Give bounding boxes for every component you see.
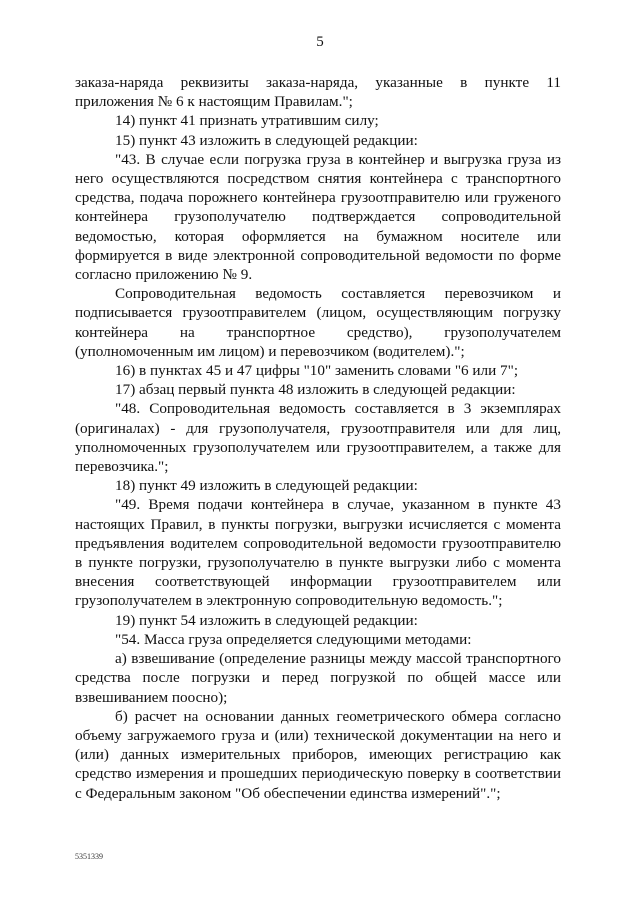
paragraph-clause-54-b: б) расчет на основании данных геометрического обмера согласно объему загружаемого груза и (или) технической документации на него и (или) данных измерительных приборов, имеющих регистрацию как средство измерения и прошедших периодическую поверку в соответствии с Федеральным законом "Об обеспечении единства измерений"."; [75,707,561,802]
page-number: 5 [316,34,324,50]
paragraph-clause-49: "49. Время подачи контейнера в случае, указанном в пункте 43 настоящих Правил, в пункты погрузки, выгрузки исчисляется с момента предъявления водителем сопроводительной ведомости грузоотправителю в пункте погрузки, грузополучателю в пункте выгрузки либо с момента внесения соответствующей информации грузоотправителем или грузополучателем в электронную сопроводительную ведомость."; [75,496,561,610]
paragraph-item-14: 14) пункт 41 признать утратившим силу; [115,112,379,130]
paragraph-clause-48: "48. Сопроводительная ведомость составляется в 3 экземплярах (оригиналах) - для грузополучателя, грузоотправителя или для лиц, уполномоченных грузополучателем или грузоотправителем, а также для перевозчика."; [75,400,561,476]
paragraph-item-19: 19) пункт 54 изложить в следующей редакции: [115,611,418,629]
paragraph-continuation: заказа-наряда реквизиты заказа-наряда, указанные в пункте 11 приложения № 6 к настоящим Правилам."; [75,74,561,111]
paragraph-item-18: 18) пункт 49 изложить в следующей редакции: [115,477,418,495]
paragraph-item-15: 15) пункт 43 изложить в следующей редакции: [115,131,418,149]
paragraph-clause-43-continued: Сопроводительная ведомость составляется перевозчиком и подписывается грузоотправителем (лицом, осуществляющим погрузку контейнера на транспортное средство), грузополучателем (уполномоченным им лицом) и перевозчиком (водителем)."; [75,285,561,360]
paragraph-clause-43: "43. В случае если погрузка груза в контейнер и выгрузка груза из него осуществляются посредством снятия контейнера с транспортного средства, подача порожнего контейнера грузоотправителю или груженого контейнера грузополучателю подтверждается сопроводительной ведомостью, которая оформляется на бумажном носителе или формируется в виде электронной сопроводительной ведомости по форме согласно приложению № 9. [75,150,561,284]
document-body [75,73,561,803]
footer-document-code: 5351339 [75,852,103,861]
paragraph-clause-54-a: а) взвешивание (определение разницы между массой транспортного средства после погрузки и перед погрузкой по общей массе или взвешиванием поосно); [75,650,561,706]
paragraph-item-17: 17) абзац первый пункта 48 изложить в следующей редакции: [115,381,516,399]
paragraph-item-16: 16) в пунктах 45 и 47 цифры "10" заменить словами "6 или 7"; [115,362,519,380]
paragraph-clause-54: "54. Масса груза определяется следующими методами: [115,630,472,648]
